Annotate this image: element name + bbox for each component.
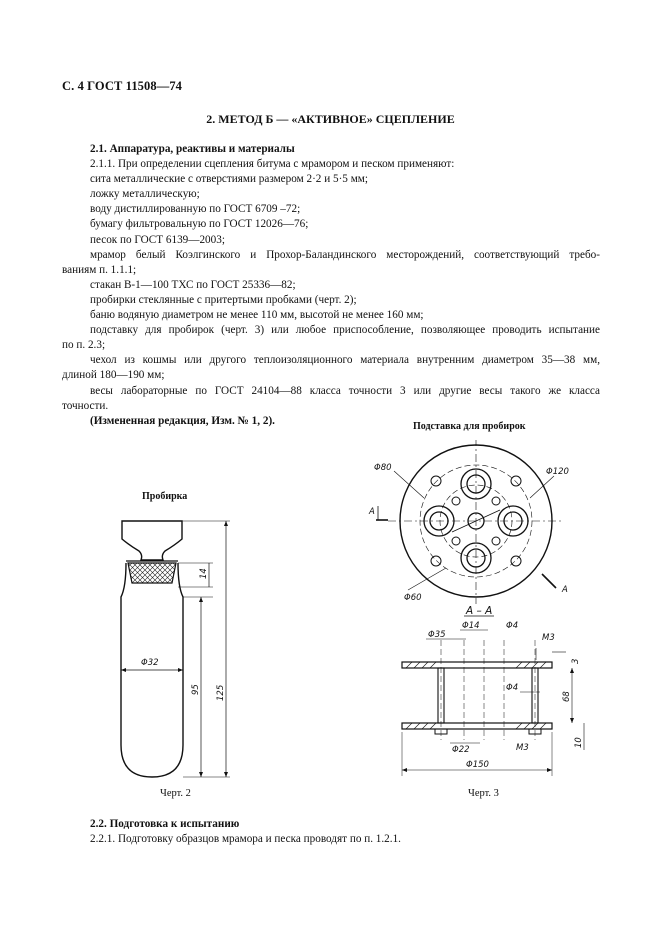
text-line: ваниям п. 1.1.1;: [62, 263, 137, 276]
dim-d35: Φ35: [428, 630, 446, 640]
text-line: воду дистиллированную по ГОСТ 6709 –72;: [90, 203, 301, 216]
dim-m3-top: M3: [542, 633, 555, 643]
section-mark-a-1: A: [369, 507, 375, 517]
dim-h3: 3: [571, 658, 581, 664]
page-header: С. 4 ГОСТ 11508—74: [62, 79, 183, 93]
text-line: чехол из кошмы или другого теплоизоляционного материала внутренним диаметром 35—38 мм,: [90, 354, 600, 367]
figure-3-title: Подставка для пробирок: [413, 421, 526, 432]
text-line: песок по ГОСТ 6139—2003;: [90, 233, 225, 246]
dim-d150: Φ150: [466, 760, 489, 770]
section-2-2-body: [62, 817, 600, 847]
text-line: пробирки стеклянные с притертыми пробками (черт. 2);: [90, 293, 357, 306]
tube-stand-drawing: [366, 440, 602, 790]
dim-d80: Φ80: [374, 463, 392, 473]
dim-h14: 14: [199, 568, 209, 579]
dim-d4-top: Φ4: [506, 621, 519, 631]
figure-2-title: Пробирка: [142, 491, 188, 502]
dim-h68: 68: [562, 691, 572, 702]
text-line: весы лабораторные по ГОСТ 24104—88 класса точности 3 или другие весы такого же класса: [90, 384, 600, 397]
dim-d4-side: Φ4: [506, 683, 519, 693]
text-line: 2.2.1. Подготовку образцов мрамора и песка проводят по п. 1.2.1.: [90, 833, 401, 846]
text-line: бумагу фильтровальную по ГОСТ 12026—76;: [90, 218, 309, 231]
subsection-heading: 2.2. Подготовка к испытанию: [90, 818, 240, 830]
text-line: баню водяную диаметром не менее 110 мм, высотой не менее 160 мм;: [90, 309, 424, 322]
text-line: стакан В-1—100 ТХС по ГОСТ 25336—82;: [90, 278, 296, 291]
text-line: ложку металлическую;: [90, 188, 200, 201]
section-2-1-body: [62, 142, 600, 429]
test-tube-drawing: [105, 505, 255, 790]
dim-d120: Φ120: [546, 467, 569, 477]
section-mark-a-2: A: [562, 585, 568, 595]
dim-h95: 95: [191, 684, 201, 695]
dim-m3-bottom: M3: [516, 743, 529, 753]
text-line: подставку для пробирок (черт. 3) или любое приспособление, позволяющее проводить испытание: [90, 324, 600, 337]
section-label: A – A: [466, 605, 493, 617]
figure-2-caption: Черт. 2: [160, 788, 191, 799]
dim-d32: Φ32: [141, 658, 159, 668]
dim-h10: 10: [574, 737, 584, 748]
dim-h125: 125: [216, 684, 226, 701]
figure-3-caption: Черт. 3: [468, 788, 499, 799]
text-line: 2.1.1. При определении сцепления битума с мрамором и песком применяют:: [90, 158, 455, 171]
dim-d14: Φ14: [462, 621, 480, 631]
section-title: 2. МЕТОД Б — «АКТИВНОЕ» СЦЕПЛЕНИЕ: [206, 112, 455, 126]
text-line: точности.: [62, 399, 109, 412]
text-line: по п. 2.3;: [62, 339, 106, 352]
dim-d22: Φ22: [452, 745, 470, 755]
subsection-heading: 2.1. Аппаратура, реактивы и материалы: [90, 143, 295, 155]
text-line: длиной 180—190 мм;: [62, 369, 165, 382]
text-line: сита металлические с отверстиями размером 2·2 и 5·5 мм;: [90, 173, 368, 186]
edition-note: (Измененная редакция, Изм. № 1, 2).: [90, 414, 275, 427]
text-line: мрамор белый Коэлгинского и Прохор-Баландинского месторождений, соответствующий требо-: [90, 248, 600, 261]
dim-d60: Φ60: [404, 593, 422, 603]
